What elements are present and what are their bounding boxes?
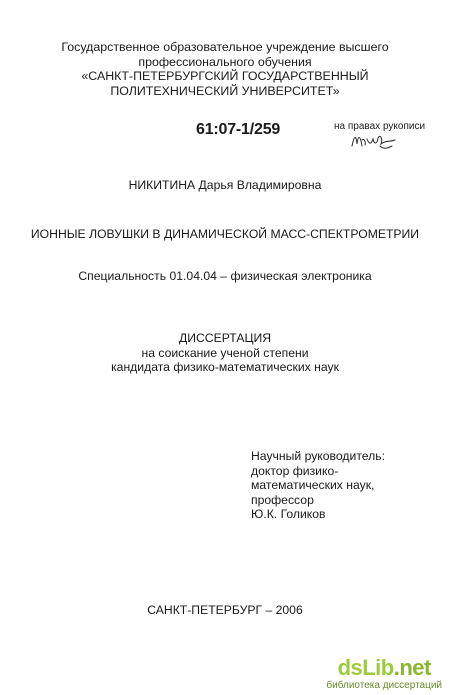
watermark-logo-suffix: .net <box>393 655 431 680</box>
signature-icon <box>350 130 400 152</box>
supervisor-line: доктор физико- <box>251 463 339 478</box>
dissertation-block <box>0 331 450 375</box>
degree-line: на соискание ученой степени <box>141 345 309 360</box>
watermark-logo-main: dsLib <box>337 655 394 680</box>
supervisor-line: Научный руководитель: <box>251 449 385 463</box>
city-year: САНКТ-ПЕТЕРБУРГ – 2006 <box>147 603 303 617</box>
dissertation-heading: ДИССЕРТАЦИЯ <box>178 331 272 345</box>
dissertation-title: ИОННЫЕ ЛОВУШКИ В ДИНАМИЧЕСКОЙ МАСС-СПЕКТРОМЕТРИИ <box>30 227 420 241</box>
manuscript-rights-note: на правах рукописи <box>334 121 426 132</box>
watermark[interactable] <box>326 656 442 691</box>
institution-line: ПОЛИТЕХНИЧЕСКИЙ УНИВЕРСИТЕТ» <box>110 83 340 98</box>
udc-code: 61:07-1/259 <box>196 121 281 138</box>
watermark-logo <box>326 656 442 680</box>
institution-block <box>0 40 450 98</box>
institution-line: «САНКТ-ПЕТЕРБУРГСКИЙ ГОСУДАРСТВЕННЫЙ <box>81 69 369 83</box>
watermark-subtitle: библиотека диссертаций <box>326 680 442 691</box>
author-name: НИКИТИНА Дарья Владимировна <box>128 178 322 192</box>
supervisor-block <box>251 449 385 522</box>
institution-line: Государственное образовательное учреждение высшего <box>61 40 389 54</box>
degree-line: кандидата физико-математических наук <box>111 360 339 374</box>
supervisor-line: математических наук, <box>251 478 375 492</box>
specialty: Специальность 01.04.04 – физическая электроника <box>78 269 372 283</box>
supervisor-line: Ю.К. Голиков <box>251 507 326 521</box>
institution-line: профессионального обучения <box>138 54 312 69</box>
supervisor-line: профессор <box>251 492 314 507</box>
